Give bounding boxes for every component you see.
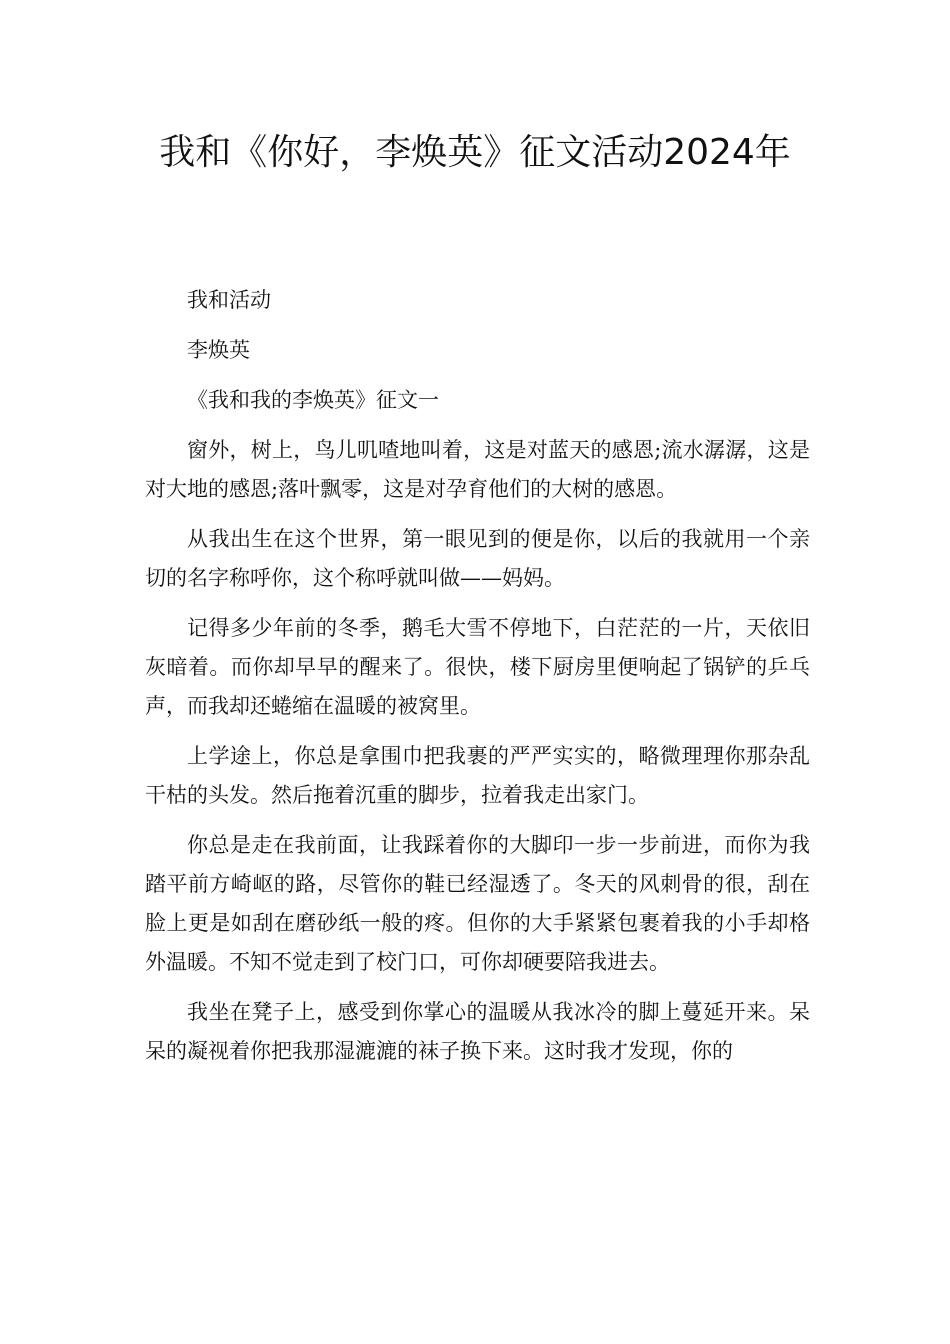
- paragraph-6: 记得多少年前的冬季，鹅毛大雪不停地下，白茫茫的一片，天依旧灰暗着。而你却早早的醒来了。很快，楼下厨房里便响起了锅铲的乒乓声，而我却还蜷缩在温暖的被窝里。: [145, 616, 810, 718]
- paragraph-9: 我坐在凳子上，感受到你掌心的温暖从我冰冷的脚上蔓延开来。呆呆的凝视着你把我那湿漉漉的袜子换下来。这时我才发现，你的: [145, 1000, 810, 1063]
- paragraph-7: 上学途上，你总是拿围巾把我裹的严严实实的，略微理理你那杂乱干枯的头发。然后拖着沉重的脚步，拉着我走出家门。: [145, 744, 810, 807]
- document-body: [145, 281, 810, 1082]
- paragraph-5: 从我出生在这个世界，第一眼见到的便是你，以后的我就用一个亲切的名字称呼你，这个称呼就叫做——妈妈。: [145, 527, 810, 590]
- paragraph-4: 窗外，树上，鸟儿叽喳地叫着，这是对蓝天的感恩;流水潺潺，这是对大地的感恩;落叶飘零，这是对孕育他们的大树的感恩。: [145, 438, 810, 501]
- paragraph-8: 你总是走在我前面，让我踩着你的大脚印一步一步前进，而你为我踏平前方崎岖的路，尽管你的鞋已经湿透了。冬天的风刺骨的很，刮在脸上更是如刮在磨砂纸一般的疼。但你的大手紧紧包裹着我的小手却格外温暖。不知不觉走到了校门口，可你却硬要陪我进去。: [145, 833, 810, 974]
- paragraph-3: 《我和我的李焕英》征文一: [187, 388, 439, 412]
- paragraph-2: 李焕英: [187, 338, 250, 362]
- document-title: 我和《你好，李焕英》征文活动2024年: [159, 132, 791, 173]
- paragraph-1: 我和活动: [187, 288, 271, 312]
